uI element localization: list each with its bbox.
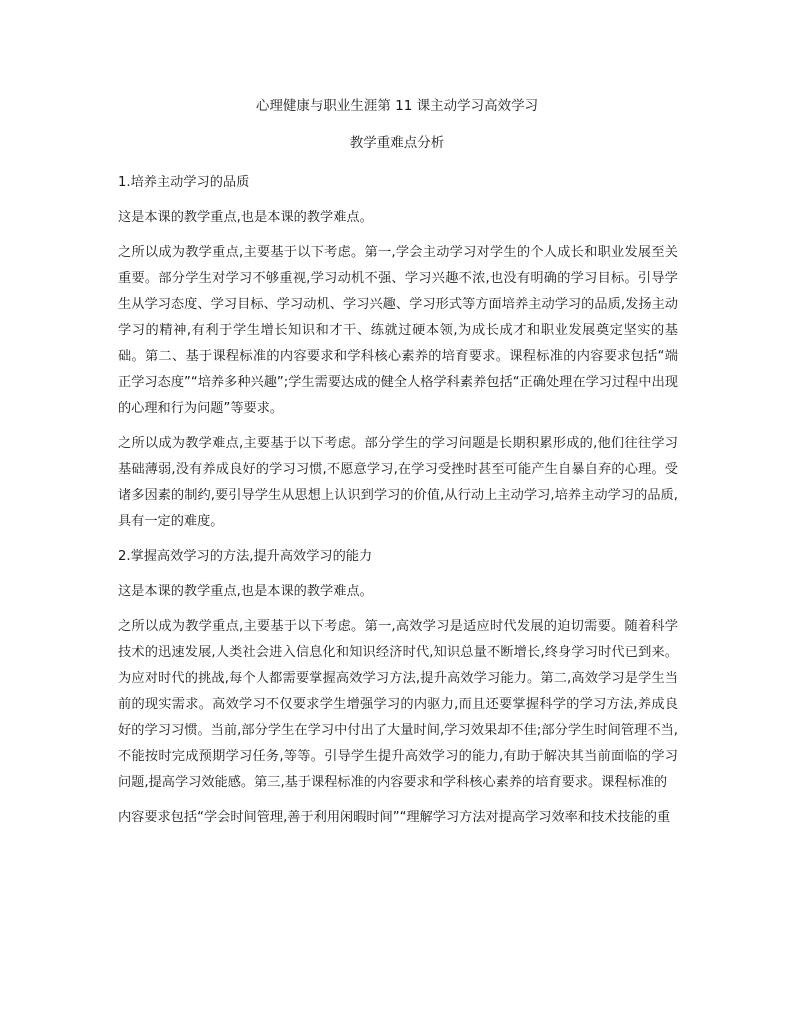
section-paragraph: 之所以成为教学重点,主要基于以下考虑。第一,高效学习是适应时代发展的迫切需要。随着科学技术的迅速发展,人类社会进入信息化和知识经济时代,知识总量不断增长,终身学习时代已到来。为应对时代的挑战,每个人都需要掌握高效学习方法,提升高效学习能力。第二,高效学习是学生当前的现实需求。高效学习不仅要求学生增强学习的内驱力,而且还要掌握科学的学习方法,养成良好的学习习惯。当前,部分学生在学习中付出了大量时间,学习效果却不佳;部分学生时间管理不当,不能按时完成预期学习任务,等等。引导学生提升高效学习的能力,有助于解决其当前面临的学习问题,提高学习效能感。第三,基于课程标准的内容要求和学科核心素养的培育要求。课程标准的 <box>118 619 678 790</box>
section-heading: 1.培养主动学习的品质 <box>118 175 250 190</box>
section-paragraph: 内容要求包括“学会时间管理,善于利用闲暇时间”“理解学习方法对提高学习效率和技术技能的重 <box>118 810 671 825</box>
section-paragraph: 之所以成为教学难点,主要基于以下考虑。部分学生的学习问题是长期积累形成的,他们往往学习基础薄弱,没有养成良好的学习习惯,不愿意学习,在学习受挫时甚至可能产生自暴自弃的心理。受诸多因素的制约,要引导学生从思想上认识到学习的价值,从行动上主动学习,培养主动学习的品质,具有一定的难度。 <box>118 436 678 529</box>
document-body <box>118 170 678 831</box>
section-statement: 这是本课的教学重点,也是本课的教学难点。 <box>118 210 373 225</box>
section-statement: 这是本课的教学重点,也是本课的教学难点。 <box>118 584 373 599</box>
section-paragraph: 之所以成为教学重点,主要基于以下考虑。第一,学会主动学习对学生的个人成长和职业发展至关重要。部分学生对学习不够重视,学习动机不强、学习兴趣不浓,也没有明确的学习目标。引导学生从学习态度、学习目标、学习动机、学习兴趣、学习形式等方面培养主动学习的品质,发扬主动学习的精神,有利于学生增长知识和才干、练就过硬本领,为成长成才和职业发展奠定坚实的基础。第二、基于课程标准的内容要求和学科核心素养的培育要求。课程标准的内容要求包括“端正学习态度”“培养多种兴趣”;学生需要达成的健全人格学科素养包括“正确处理在学习过程中出现的心理和行为问题”等要求。 <box>118 245 678 416</box>
document-title: 心理健康与职业生涯第 11 课主动学习高效学习 <box>255 98 539 114</box>
document-subtitle: 教学重难点分析 <box>349 135 445 151</box>
section-heading: 2.掌握高效学习的方法,提升高效学习的能力 <box>118 549 373 564</box>
